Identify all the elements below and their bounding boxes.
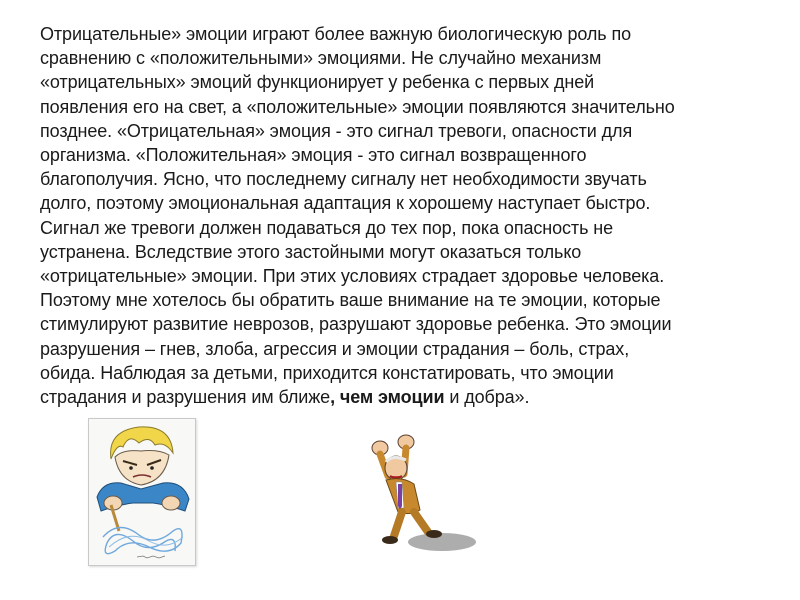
text-line: Отрицательные» эмоции играют более важную биологическую роль по bbox=[40, 24, 632, 44]
text-line: «отрицательные» эмоции. При этих условиях страдает здоровье человека. bbox=[40, 266, 665, 287]
text-line: долго, поэтому эмоциональная адаптация к хорошему наступает быстро. bbox=[40, 193, 651, 214]
body-text bbox=[40, 22, 760, 409]
text-line: стимулируют развитие неврозов, разрушают здоровье ребенка. Это эмоции bbox=[40, 314, 672, 335]
text-line: обида. Наблюдая за детьми, приходится констатировать, что эмоции bbox=[40, 362, 614, 383]
angry-child-icon bbox=[89, 419, 195, 565]
text-line: организма. «Положительная» эмоция - это сигнал возвращенного bbox=[40, 145, 587, 166]
text-fragment: и добра». bbox=[444, 387, 530, 408]
bold-fragment: , чем эмоции bbox=[330, 387, 445, 408]
angry-child-illustration bbox=[88, 418, 196, 566]
text-line: разрушения – гнев, злоба, агрессия и эмоции страдания – боль, страх, bbox=[40, 338, 630, 359]
text-line-last bbox=[40, 385, 760, 409]
text-fragment: страдания и разрушения им ближе bbox=[40, 387, 331, 408]
angry-man-icon bbox=[362, 432, 482, 560]
text-line: Сигнал же тревоги должен подаваться до тех пор, пока опасность не bbox=[40, 217, 613, 238]
text-line: сравнению с «положительными» эмоциями. Не случайно механизм bbox=[40, 48, 602, 69]
text-line: «отрицательных» эмоций функционирует у ребенка с первых дней bbox=[40, 72, 595, 93]
angry-man-illustration bbox=[362, 432, 482, 560]
text-line: появления его на свет, а «положительные» эмоции появляются значительно bbox=[40, 96, 675, 117]
text-line: благополучия. Ясно, что последнему сигналу нет необходимости звучать bbox=[40, 169, 647, 190]
text-line: устранена. Вследствие этого застойными могут оказаться только bbox=[40, 241, 582, 262]
text-line: Поэтому мне хотелось бы обратить ваше внимание на те эмоции, которые bbox=[40, 290, 661, 311]
text-line: позднее. «Отрицательная» эмоция - это сигнал тревоги, опасности для bbox=[40, 120, 633, 141]
